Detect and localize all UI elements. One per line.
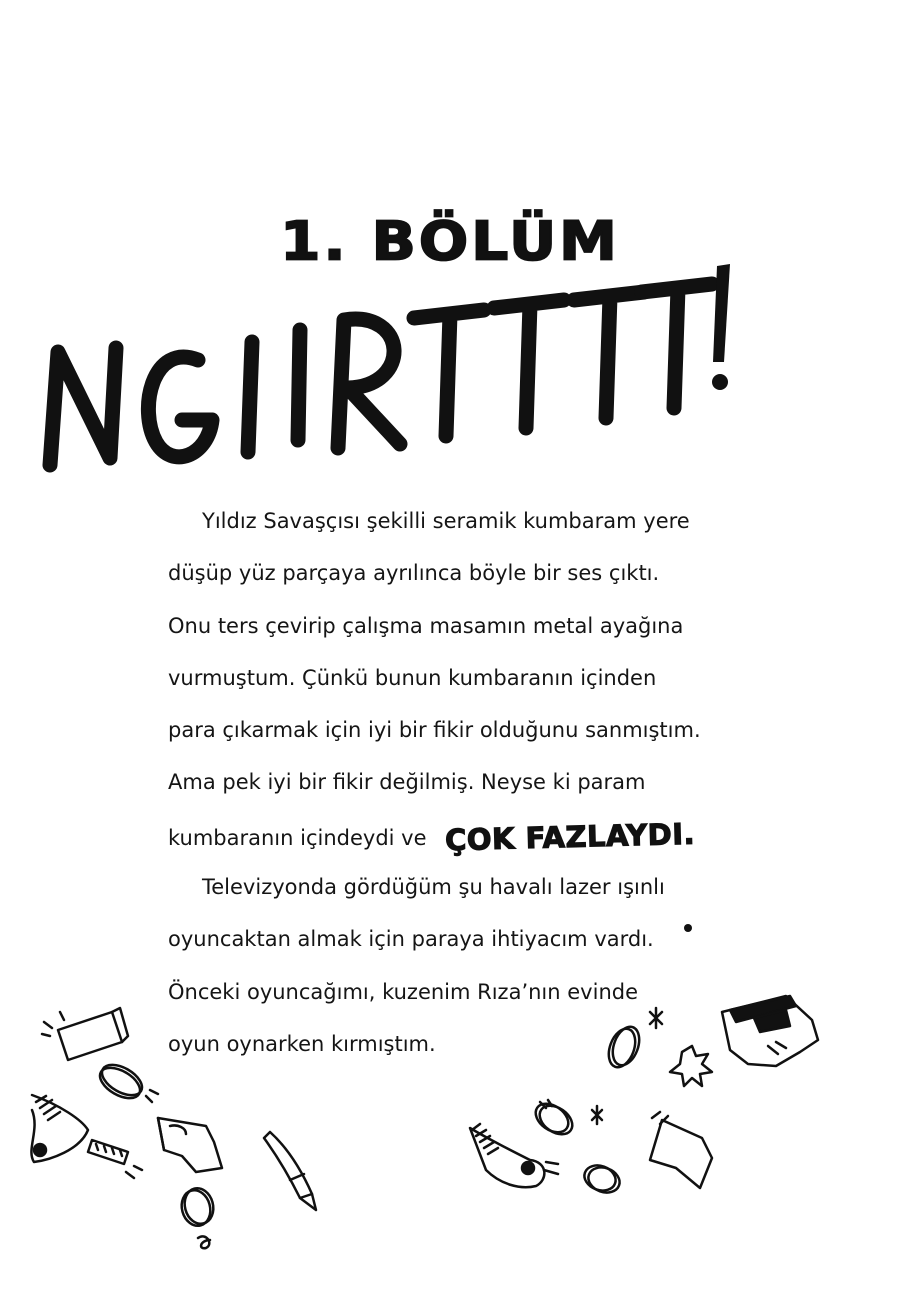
paragraph-line: Onu ters çevirip çalışma masamın metal ayağına: [168, 613, 684, 638]
ceramic-shard-icon: [42, 1008, 128, 1060]
sound-effect-lettering: [40, 260, 740, 480]
paragraph-line: Önceki oyuncağımı, kuzenim Rıza’nın evinde: [168, 979, 638, 1004]
ceramic-shard-icon: [31, 1095, 88, 1162]
coin-icon: [95, 1059, 158, 1105]
ceramic-shard-icon: [470, 1124, 558, 1187]
ceramic-shard-icon: [158, 1118, 222, 1172]
paragraph-line: Yıldız Savaşçısı şekilli seramik kumbaram yere: [202, 509, 690, 533]
paintbrush-shard-icon: [264, 1132, 316, 1210]
emphasis-text: ÇOK FAZLAYDI.: [444, 816, 695, 858]
chapter-title: 1. BÖLÜM: [280, 209, 620, 273]
paragraph-line: düşüp yüz parçaya ayrılınca böyle bir ses çıktı.: [168, 561, 660, 586]
paragraph-line-with-emphasis: [168, 809, 768, 861]
paragraph-line: kumbaranın içindeydi ve: [168, 825, 427, 850]
coin-icon: [581, 1161, 623, 1196]
coin-icon: [88, 1140, 142, 1178]
ceramic-shard-icon: [650, 1112, 712, 1188]
paragraph-line: oyun oynarken kırmıştım.: [168, 1031, 436, 1056]
paragraph-line: oyuncaktan almak için paraya ihtiyacım vardı.: [168, 927, 654, 952]
paragraph-line: Ama pek iyi bir fikir değilmiş. Neyse ki param: [168, 770, 646, 795]
paragraph-1: [168, 495, 768, 861]
paragraph-line: vurmuştum. Çünkü bunun kumbaranın içinden: [168, 665, 657, 690]
coin-icon: [530, 1098, 577, 1140]
sound-effect-ngiirtttt: [40, 260, 740, 480]
paragraph-line: para çıkarmak için iyi bir fikir olduğunu sanmıştım.: [168, 718, 701, 743]
coin-icon: [178, 1185, 217, 1248]
paragraph-line: Televizyonda gördüğüm şu havalı lazer ışınlı: [202, 875, 665, 899]
paragraph-2: [168, 861, 768, 1070]
